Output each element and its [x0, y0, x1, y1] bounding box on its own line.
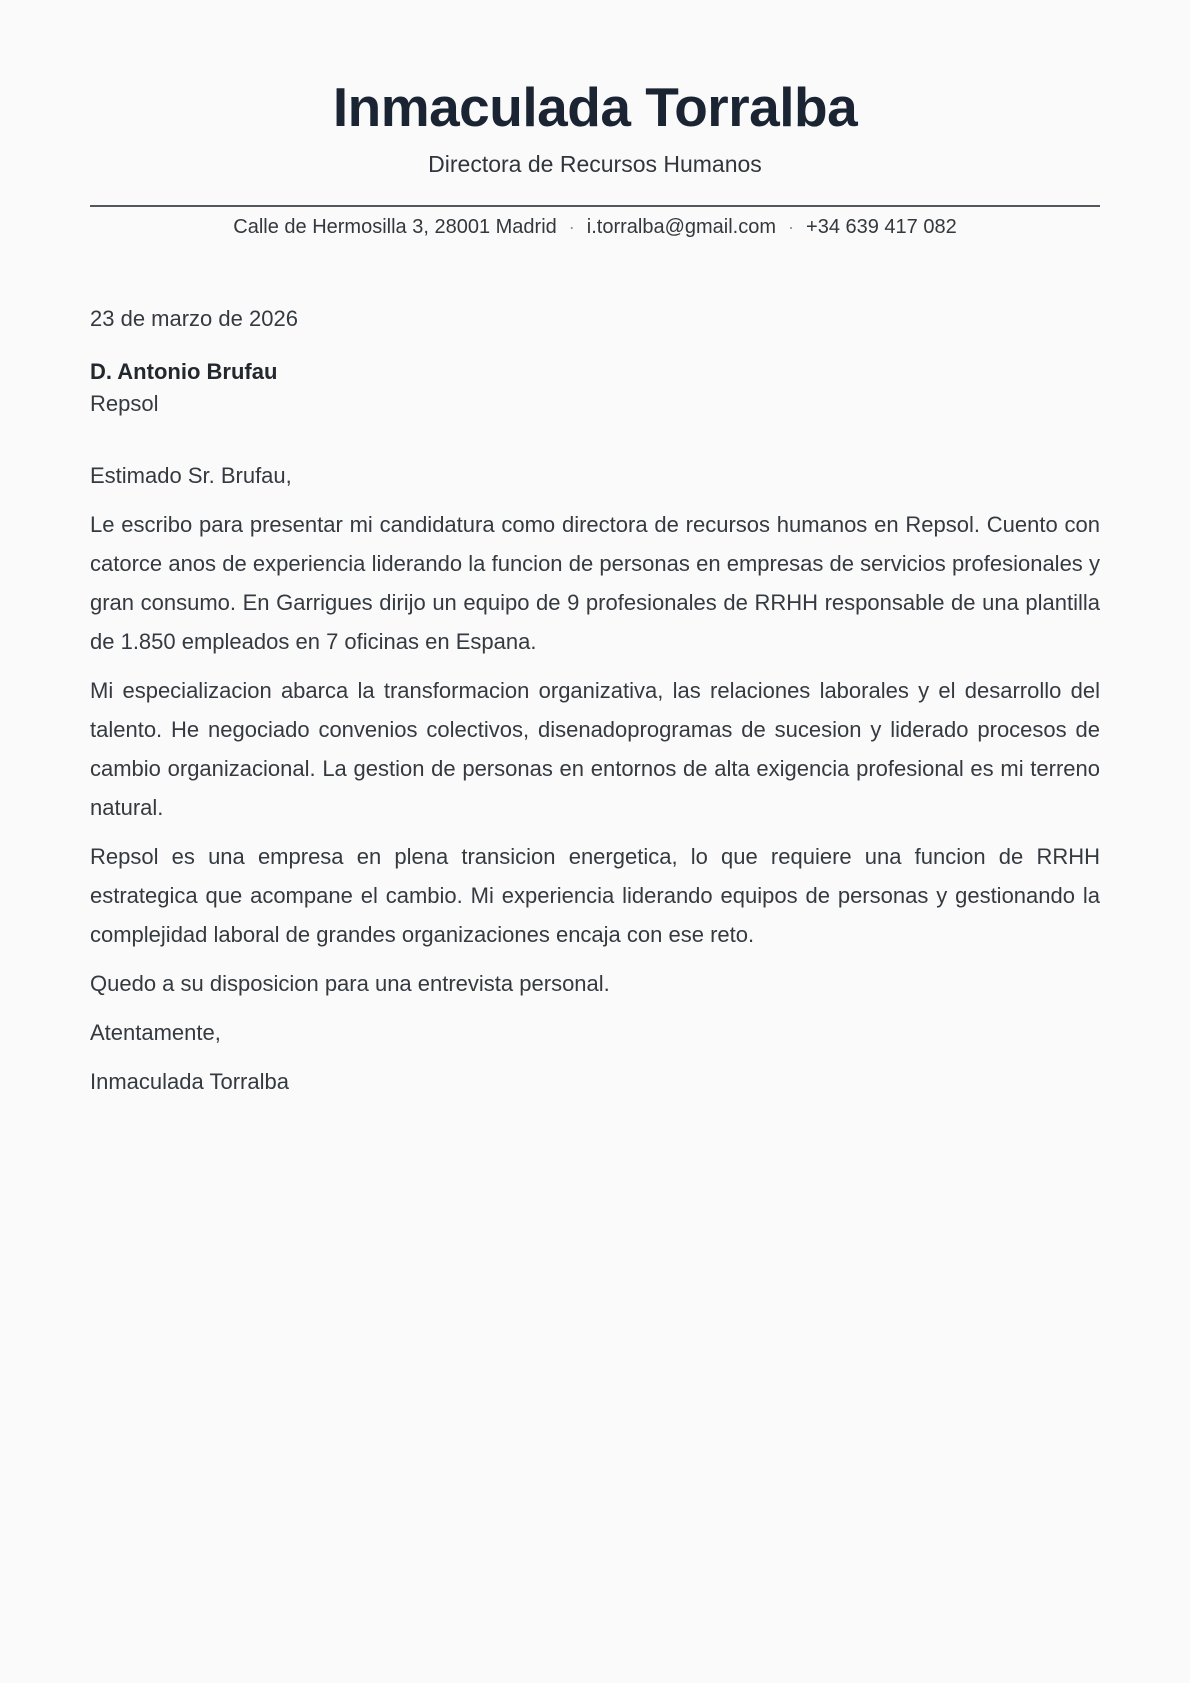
body-paragraph-3: Repsol es una empresa en plena transicion energetica, lo que requiere una funcion de RRHH estrategica que acompane el cambio. Mi experiencia liderando equipos de personas y gestionando la complejidad laboral de grandes organizaciones encaja con ese reto. — [90, 844, 1100, 948]
letter-header — [90, 76, 1100, 239]
contact-email: i.torralba@gmail.com — [586, 216, 777, 239]
body-paragraph-1: Le escribo para presentar mi candidatura como directora de recursos humanos en Repsol. Cuento con catorce anos de experiencia liderando la funcion de personas en empresas de servicios profesionales y gran consumo. En Garrigues dirijo un equipo de 9 profesionales de RRHH responsable de una plantilla de 1.850 empleados en 7 oficinas en Espana. — [90, 512, 1100, 655]
salutation: Estimado Sr. Brufau, — [90, 463, 292, 489]
recipient-name: D. Antonio Brufau — [90, 359, 278, 385]
letter-body — [90, 299, 1100, 1101]
body-paragraph-4: Quedo a su disposicion para una entrevista personal. — [90, 971, 610, 997]
body-paragraph-2: Mi especializacion abarca la transformacion organizativa, las relaciones laborales y el desarrollo del talento. He negociado convenios colectivos, disenadoprogramas de sucesion y liderado procesos de cambio organizacional. La gestion de personas en entornos de alta exigencia profesional es mi terreno natural. — [90, 678, 1100, 821]
applicant-name: Inmaculada Torralba — [332, 76, 858, 138]
job-title-subtitle: Directora de Recursos Humanos — [428, 151, 762, 178]
contact-separator-dot: · — [788, 217, 795, 238]
recipient-block — [90, 356, 1100, 420]
signature-name: Inmaculada Torralba — [90, 1069, 289, 1095]
contact-separator-dot: · — [568, 217, 575, 238]
header-divider — [90, 205, 1100, 207]
contact-address: Calle de Hermosilla 3, 28001 Madrid — [233, 216, 557, 239]
letter-date: 23 de marzo de 2026 — [90, 306, 298, 332]
contact-line — [90, 216, 1100, 239]
recipient-company: Repsol — [90, 391, 159, 417]
closing-phrase: Atentamente, — [90, 1020, 221, 1046]
contact-phone: +34 639 417 082 — [806, 216, 957, 239]
